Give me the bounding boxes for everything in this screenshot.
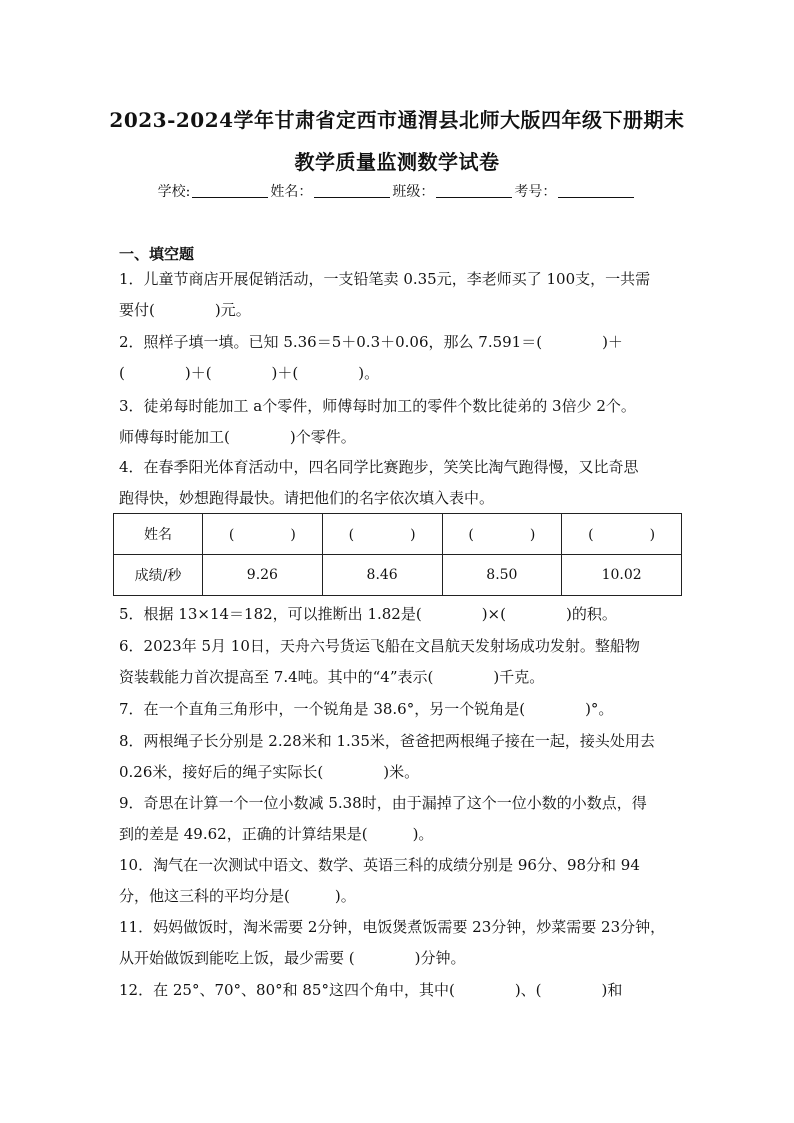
question-2-line-1: 2．照样子填一填。已知 5.36＝5＋0.3＋0.06，那么 7.591＝( )＋	[119, 333, 623, 351]
class-blank[interactable]	[436, 183, 512, 198]
question-5: 5．根据 13×14＝182，可以推断出 1.82是( )×( )的积。	[119, 605, 617, 623]
question-3-line-2: 师傅每时能加工( )个零件。	[119, 428, 356, 446]
name-blank[interactable]	[314, 183, 390, 198]
school-blank[interactable]	[192, 183, 268, 198]
race-results-table	[113, 513, 682, 596]
question-7: 7．在一个直角三角形中，一个锐角是 38.6°，另一个锐角是( )°。	[119, 700, 614, 718]
question-8-line-2: 0.26米，接好后的绳子实际长( )米。	[119, 763, 420, 781]
question-1-line-2: 要付( )元。	[119, 301, 251, 319]
question-10-line-1: 10．淘气在一次测试中语文、数学、英语三科的成绩分别是 96分、98分和 94	[119, 856, 640, 874]
question-9-line-1: 9．奇思在计算一个一位小数减 5.38时，由于漏掉了这个一位小数的小数点，得	[119, 794, 647, 812]
question-6-line-1: 6．2023年 5月 10日，天舟六号货运飞船在文昌航天发射场成功发射。整船物	[119, 637, 640, 655]
exam-title-line2: 教学质量监测数学试卷	[294, 150, 500, 174]
question-3-line-1: 3．徒弟每时能加工 a个零件，师傅每时加工的零件个数比徒弟的 3倍少 2个。	[119, 397, 636, 415]
score-cell: 9.26	[203, 555, 323, 596]
question-8-line-1: 8．两根绳子长分别是 2.28米和 1.35米，爸爸把两根绳子接在一起，接头处用去	[119, 732, 655, 750]
table-header-score: 成绩/秒	[114, 555, 203, 596]
score-cell: 8.46	[322, 555, 442, 596]
score-cell: 10.02	[562, 555, 682, 596]
name-answer-cell[interactable]: ( )	[442, 514, 562, 555]
question-6-line-2: 资装载能力首次提高至 7.4吨。其中的“4”表示( )千克。	[119, 668, 545, 686]
question-10-line-2: 分，他这三科的平均分是( )。	[119, 887, 356, 905]
name-label: 姓名：	[270, 184, 313, 200]
question-12-line-1: 12．在 25°、70°、80°和 85°这四个角中，其中( )、( )和	[119, 981, 623, 999]
student-info-row	[0, 181, 794, 201]
score-cell: 8.50	[442, 555, 562, 596]
section-heading-fill-blank: 一、填空题	[119, 245, 195, 263]
table-header-name: 姓名	[114, 514, 203, 555]
name-answer-cell[interactable]: ( )	[203, 514, 323, 555]
question-4-line-2: 跑得快，妙想跑得最快。请把他们的名字依次填入表中。	[119, 489, 495, 507]
exam-title-line1: 2023-2024学年甘肃省定西市通渭县北师大版四年级下册期末	[109, 108, 685, 132]
question-11-line-2: 从开始做饭到能吃上饭，最少需要 ( )分钟。	[119, 949, 466, 967]
class-label: 班级：	[392, 184, 435, 200]
school-label: 学校:	[157, 184, 191, 200]
question-4-line-1: 4．在春季阳光体育活动中，四名同学比赛跑步，笑笑比淘气跑得慢，又比奇思	[119, 458, 639, 476]
question-9-line-2: 到的差是 49.62，正确的计算结果是( )。	[119, 825, 434, 843]
table-row	[114, 514, 682, 555]
question-11-line-1: 11．妈妈做饭时，淘米需要 2分钟，电饭煲煮饭需要 23分钟，炒菜需要 23分钟，	[119, 918, 666, 936]
question-1-line-1: 1．儿童节商店开展促销活动，一支铅笔卖 0.35元，李老师买了 100支，一共需	[119, 270, 651, 288]
name-answer-cell[interactable]: ( )	[562, 514, 682, 555]
table-row	[114, 555, 682, 596]
question-2-line-2: ( )＋( )＋( )。	[119, 364, 380, 382]
name-answer-cell[interactable]: ( )	[322, 514, 442, 555]
number-label: 考号：	[514, 184, 557, 200]
number-blank[interactable]	[558, 183, 634, 198]
